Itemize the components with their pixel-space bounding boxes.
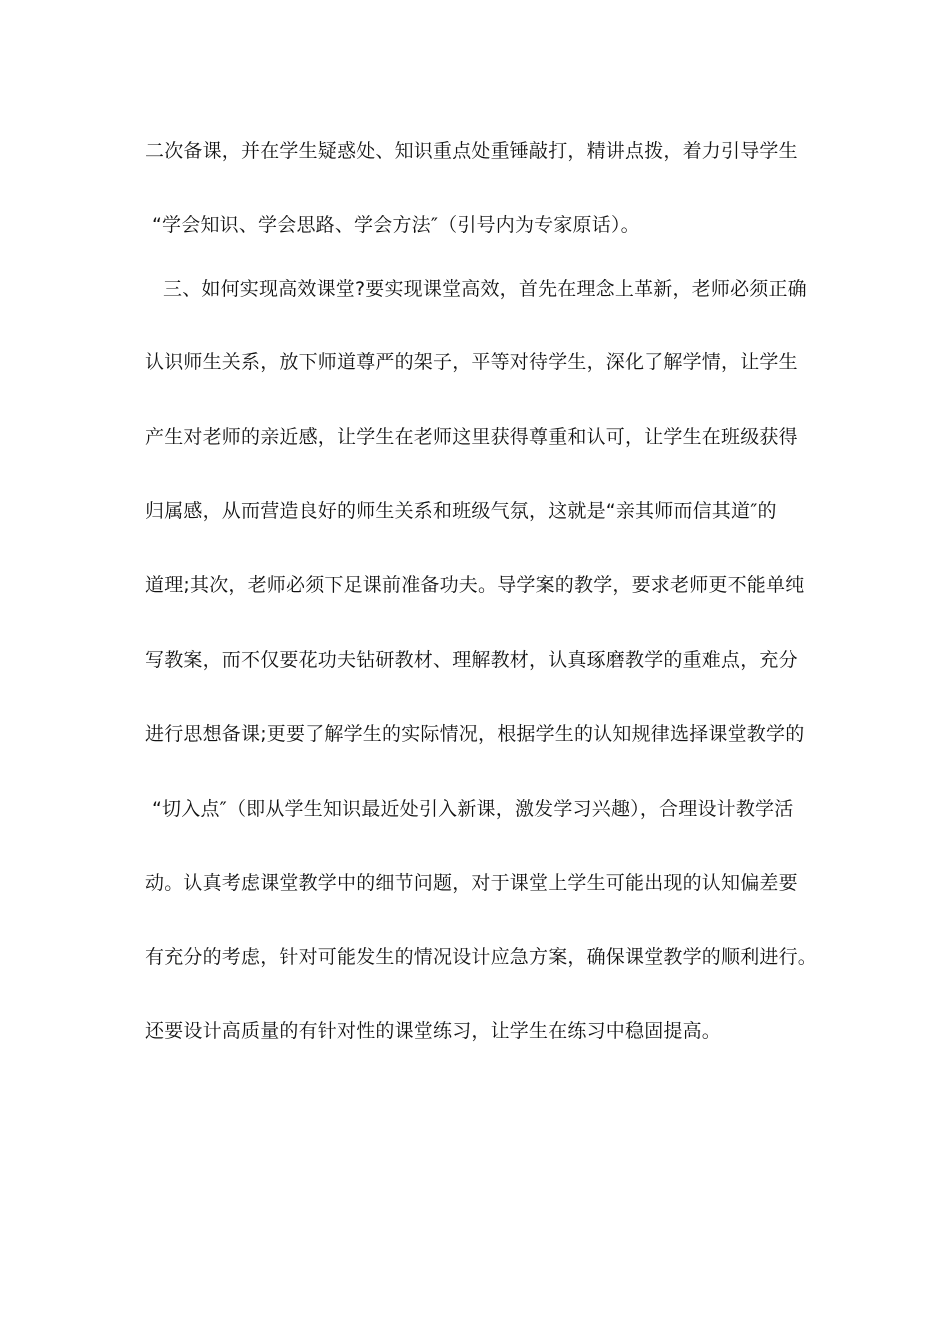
paragraph-line-6: 归属感，从而营造良好的师生关系和班级气氛，这就是“亲其师而信其道″的 [145,500,777,522]
paragraph-line-2: “学会知识、学会思路、学会方法″（引号内为专家原话）。 [152,214,640,236]
paragraph-line-11: 动。认真考虑课堂教学中的细节问题，对于课堂上学生可能出现的认知偏差要 [145,872,798,894]
paragraph-line-12: 有充分的考虑，针对可能发生的情况设计应急方案，确保课堂教学的顺利进行。 [145,946,818,968]
paragraph-line-5: 产生对老师的亲近感，让学生在老师这里获得尊重和认可，让学生在班级获得 [145,426,798,448]
section-heading-line: 三、如何实现高效课堂?要实现课堂高效，首先在理念上革新，老师必须正确 [163,278,807,300]
paragraph-line-8: 写教案，而不仅要花功夫钻研教材、理解教材，认真琢磨教学的重难点，充分 [145,649,798,671]
paragraph-line-4: 认识师生关系，放下师道尊严的架子，平等对待学生，深化了解学情，让学生 [145,351,798,373]
paragraph-line-7: 道理;其次，老师必须下足课前准备功夫。导学案的教学，要求老师更不能单纯 [145,574,805,596]
paragraph-line-13: 还要设计高质量的有针对性的课堂练习，让学生在练习中稳固提高。 [145,1020,722,1042]
paragraph-line-10: “切入点″（即从学生知识最近处引入新课，激发学习兴趣），合理设计教学活 [152,798,794,820]
paragraph-line-9: 进行思想备课;更要了解学生的实际情况，根据学生的认知规律选择课堂教学的 [145,723,805,745]
paragraph-line-1: 二次备课，并在学生疑惑处、知识重点处重锤敲打，精讲点拨，着力引导学生 [145,140,798,162]
